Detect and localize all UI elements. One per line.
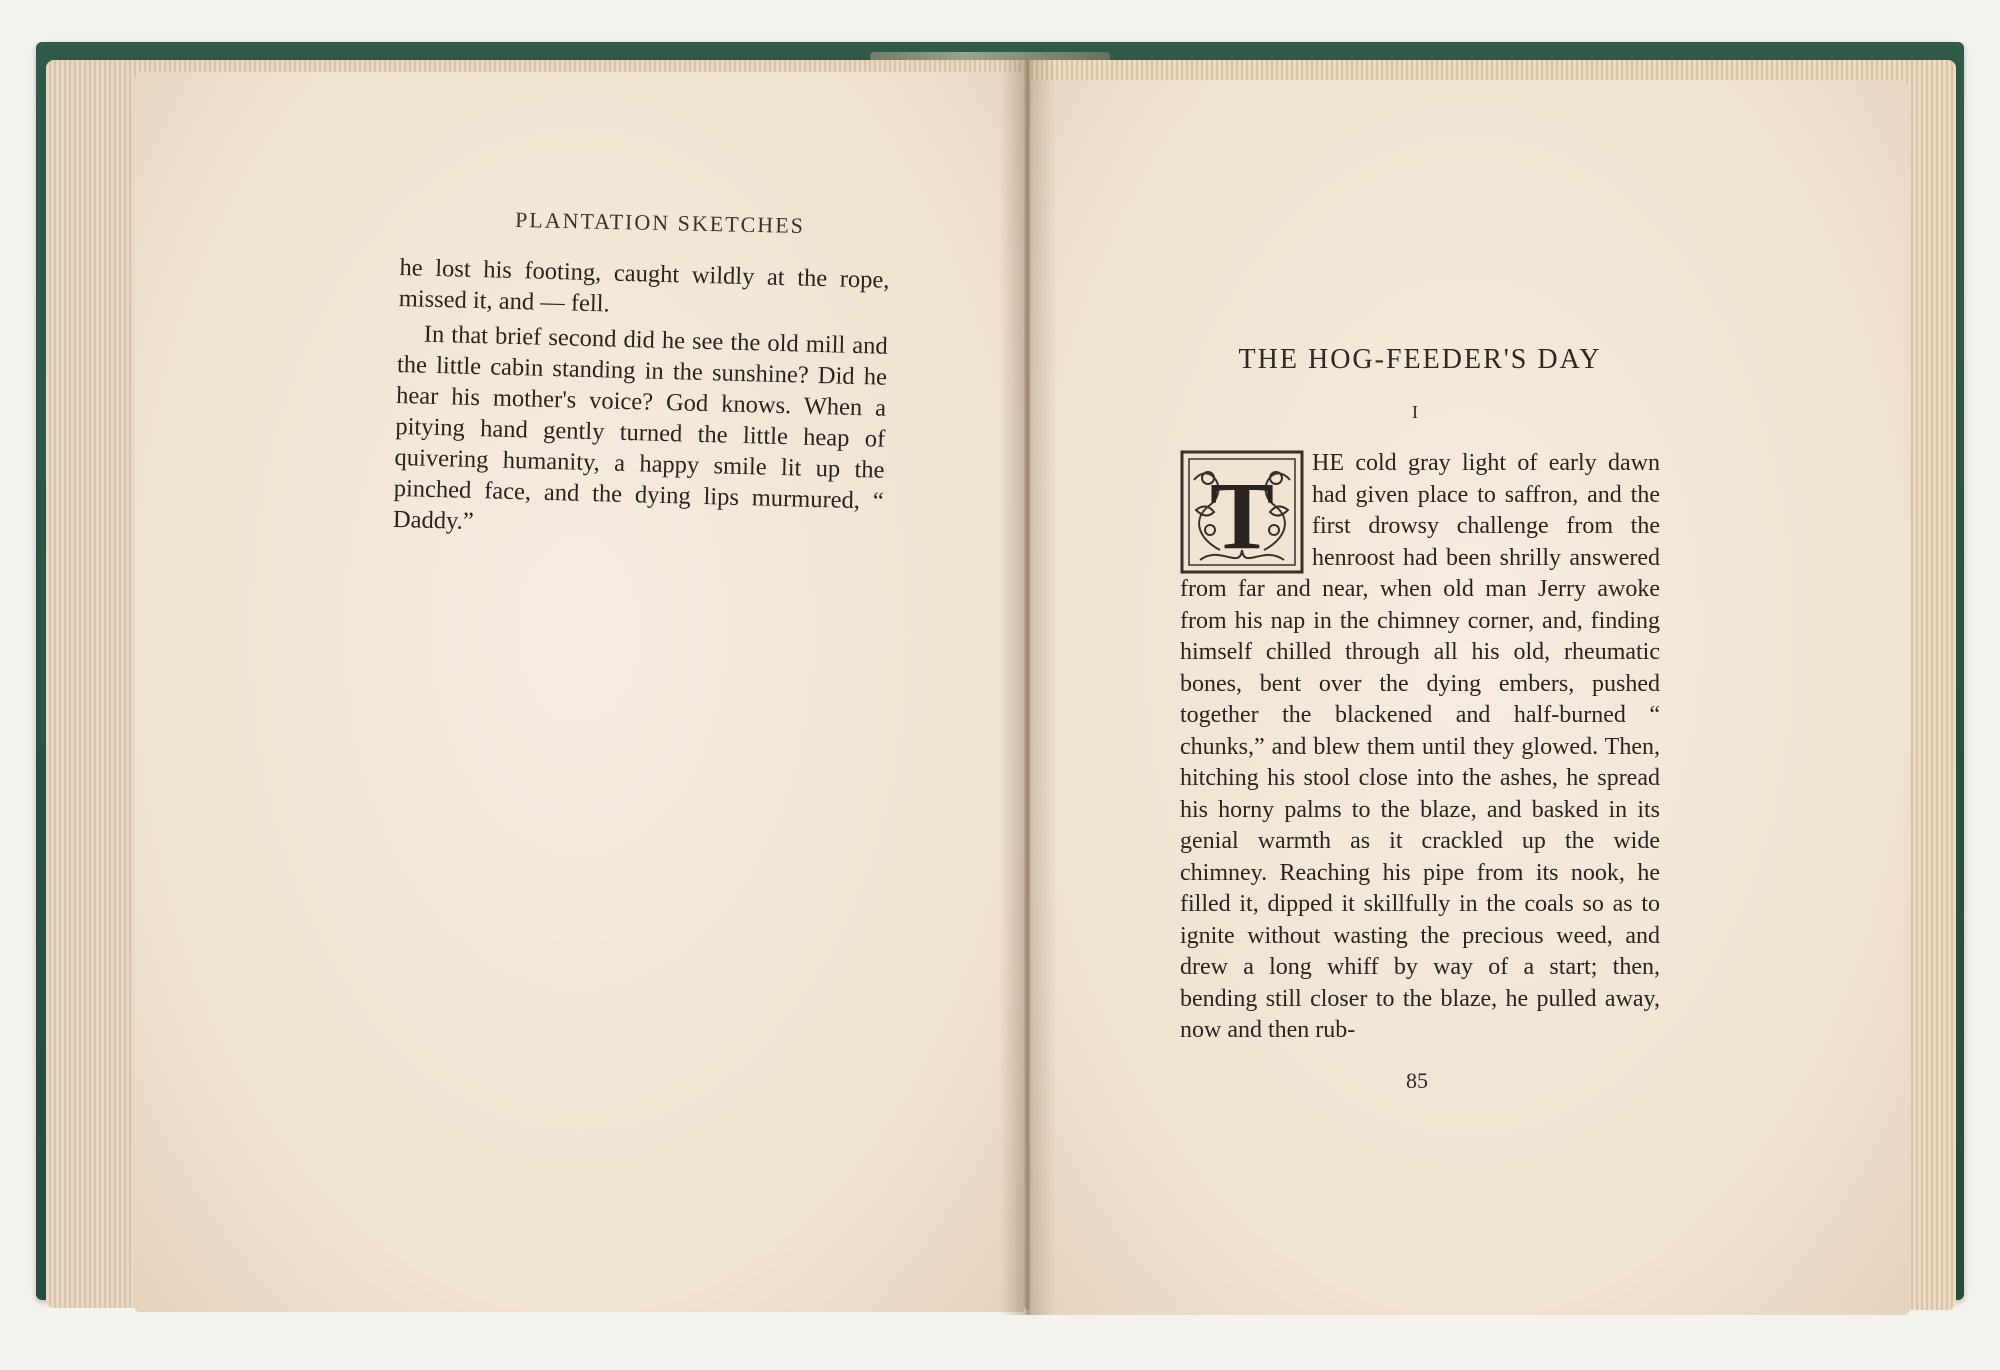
page-number: 85	[1406, 1068, 1428, 1093]
right-page-text	[1180, 448, 1660, 1047]
chapter-title: THE HOG-FEEDER'S DAY	[1238, 344, 1602, 375]
left-paragraph-1: he lost his footing, caught wildly at the rope, missed it, and — fell.	[398, 253, 890, 318]
left-page-text	[393, 252, 890, 548]
book-gutter	[1000, 60, 1056, 1315]
running-head: PLANTATION SKETCHES	[514, 206, 806, 239]
left-paragraph-2: In that brief second did he see the old mill and the little cabin standing in the sunshine? Did he hear his mother's voice? God knows. When a pitying hand gently turned the little heap of quivering humanity, a happy smile lit up the pinched face, and the dying lips murmured, “ Daddy.”	[392, 320, 889, 536]
right-paragraph: HE cold gray light of early dawn had given place to saffron, and the first drowsy challenge from the henroost had been shrilly answered from far and near, when old man Jerry awoke from his nap in the chimney corner, and, finding himself chilled through all his old, rheumatic bones, bent over the dying embers, pushed together the blackened and half-burned “ chunks,” and blew them until they glowed. Then, hitching his stool close into the ashes, he spread his horny palms to the blaze, and basked in its genial warmth as it crackled up the wide chimney. Reaching his pipe from its nook, he filled it, dipped it skillfully in the coals so as to ignite without wasting the precious weed, and drew a long whiff by way of a start; then, bending still closer to the blaze, he pulled away, now and then rub-	[1180, 450, 1660, 1043]
decorated-initial-icon	[1180, 450, 1304, 574]
svg-text:T: T	[1209, 462, 1275, 569]
chapter-number: I	[1412, 402, 1418, 422]
